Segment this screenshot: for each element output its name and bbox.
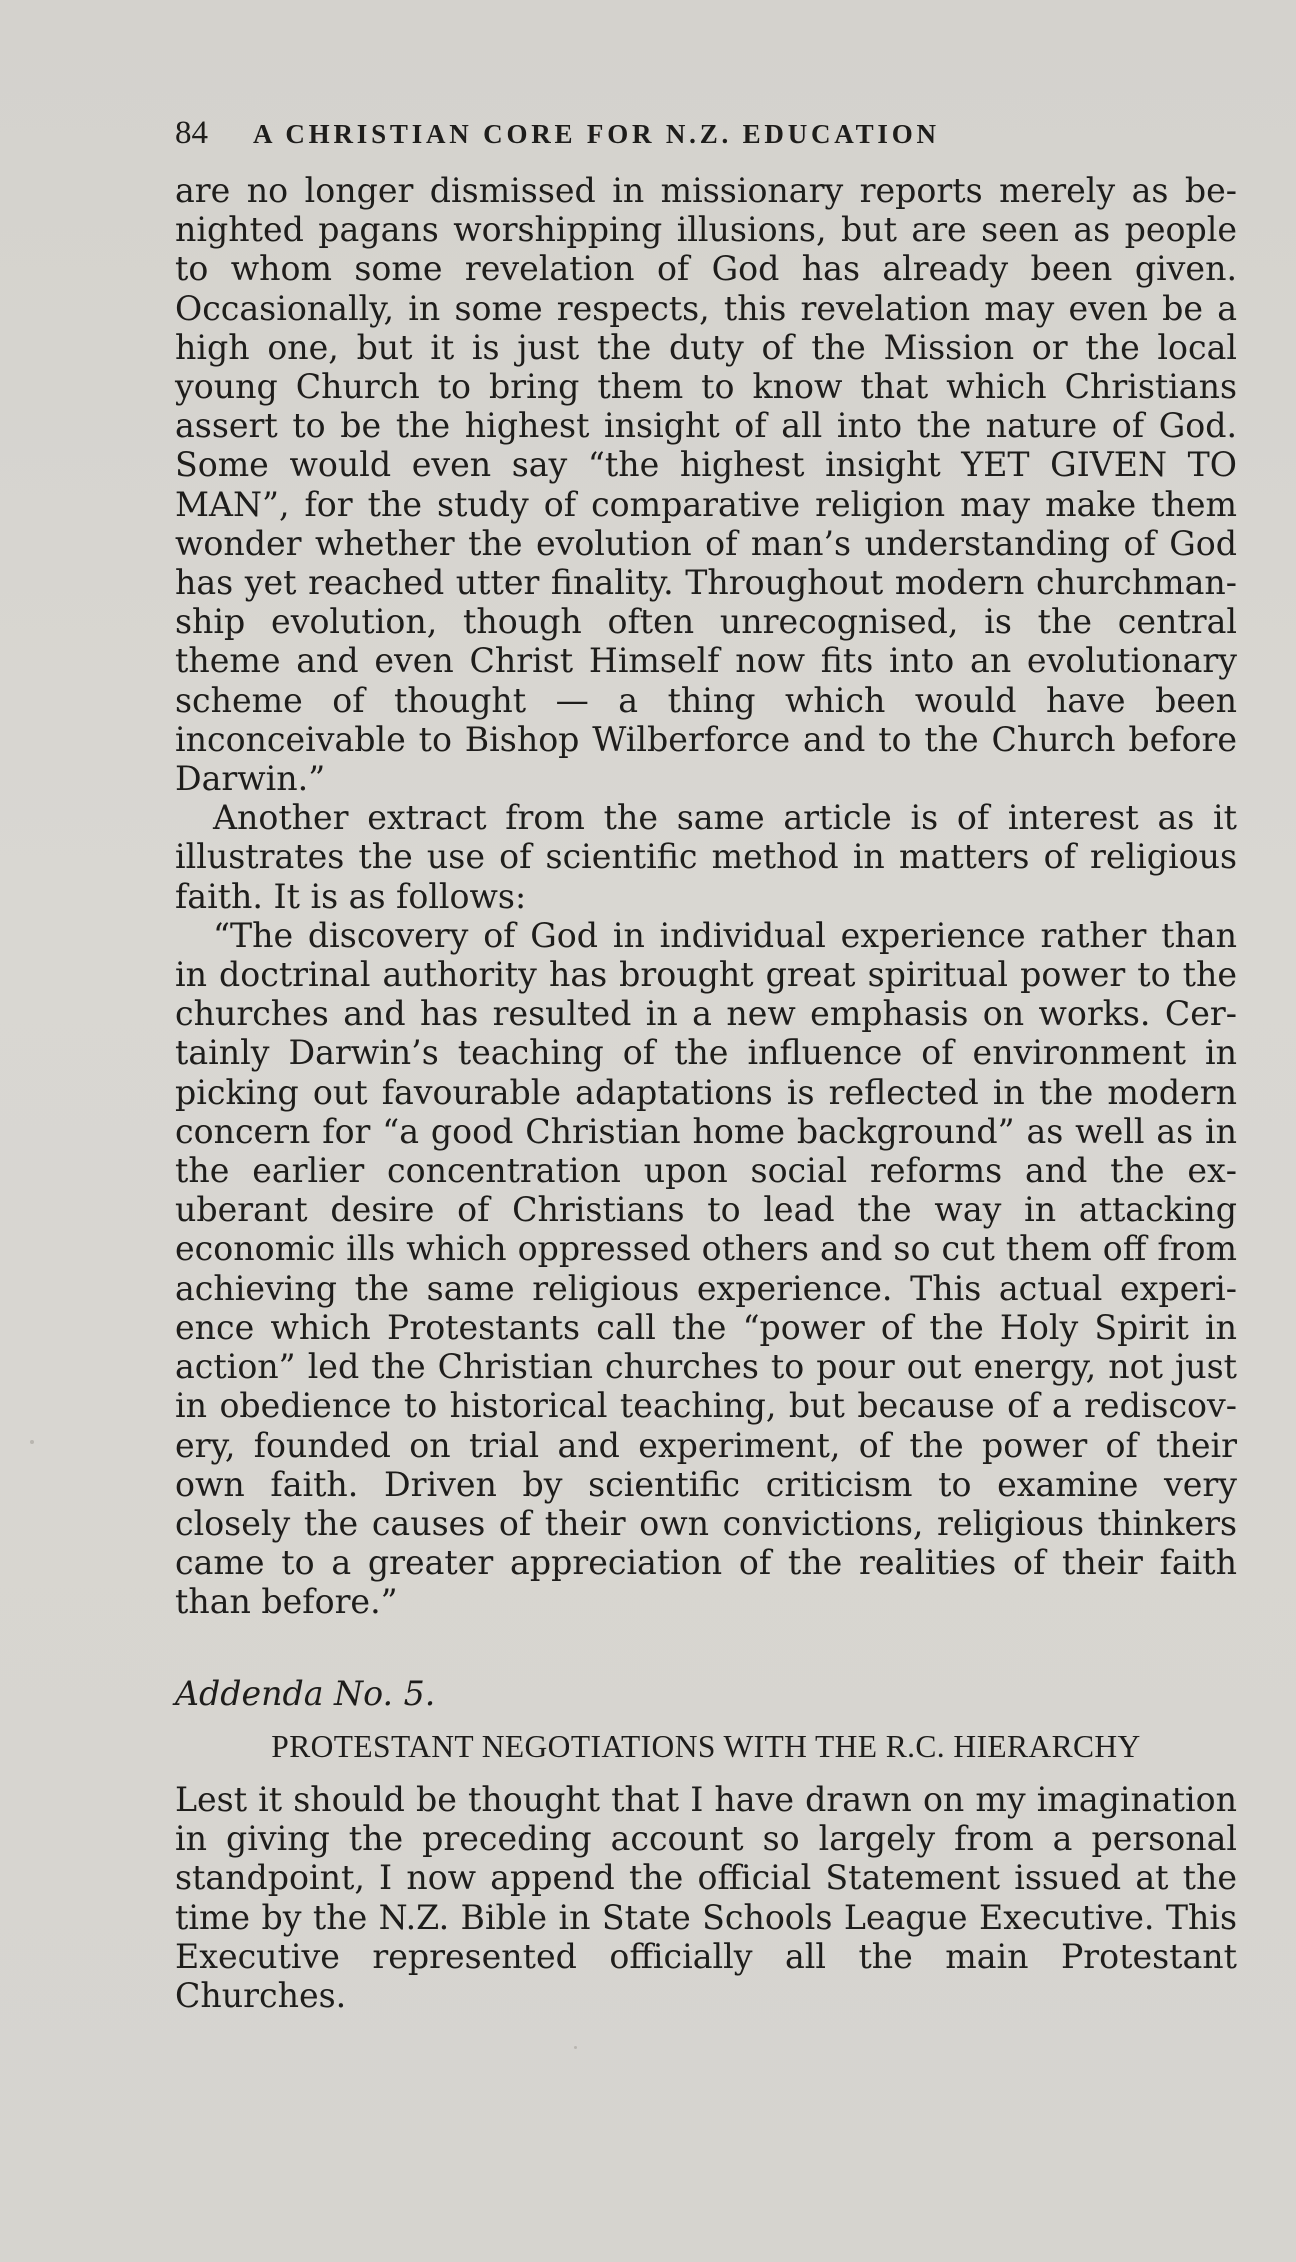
paragraph-extract-intro: Another extract from the same article is of interest as it illustrates the use of scientific method in matters of religious faith. It is as follows:	[175, 798, 1237, 916]
running-title: A CHRISTIAN CORE FOR N.Z. EDUCATION	[253, 119, 940, 149]
section-heading: PROTESTANT NEGOTIATIONS WITH THE R.C. HIERARCHY	[271, 1728, 1141, 1764]
running-head	[175, 115, 1237, 171]
paragraph-addenda: Lest it should be thought that I have drawn on my imagination in giving the preceding account so largely from a personal standpoint, I now append the official Statement issued at the time by the N.Z. Bible in State Schools League Executive. This Executive represented officially all the main Protestant Churches.	[175, 1779, 1237, 2015]
page-number: 84	[175, 115, 208, 151]
paragraph-quotation: “The discovery of God in individual experience rather than in doctrinal authority has brought great spiritual power to the churches and has resulted in a new emphasis on works. Certainly Darwin’s teaching of the influence of environment in picking out favourable adaptations is reflected in the modern concern for “a good Christian home background” as well as in the earlier concentration upon social reforms and the exuberant desire of Christians to lead the way in attacking economic ills which oppressed others and so cut them off from achieving the same religious experience. This actual experience which Protestants call the “power of the Holy Spirit in action” led the Christian churches to pour out energy, not just in obedience to historical teaching, but because of a rediscovery, founded on trial and experiment, of the power of their own faith. Driven by scientific criticism to examine very closely the causes of their own convictions, religious thinkers came to a greater appreciation of the realities of their faith than before.”	[175, 915, 1237, 1622]
addenda-label: Addenda No. 5.	[175, 1673, 436, 1713]
text-column	[175, 115, 1237, 2015]
paper-speck	[574, 2046, 577, 2049]
body-text	[175, 171, 1237, 2015]
paper-speck	[30, 1440, 34, 1444]
paragraph-continued: are no longer dismissed in missionary reports merely as benighted pagans worshipping illusions, but are seen as people to whom some revelation of God has already been given. Occasionally, in some respects, this revelation may even be a high one, but it is just the duty of the Mission or the local young Church to bring them to know that which Christians assert to be the highest insight of all into the nature of God. Some would even say “the highest insight YET GIVEN TO MAN”, for the study of comparative religion may make them wonder whether the evolution of man’s understanding of God has yet reached utter finality. Throughout modern churchmanship evolution, though often unrecognised, is the central theme and even Christ Himself now fits into an evolutionary scheme of thought — a thing which would have been inconceivable to Bishop Wilberforce and to the Church before Darwin.”	[175, 171, 1237, 799]
